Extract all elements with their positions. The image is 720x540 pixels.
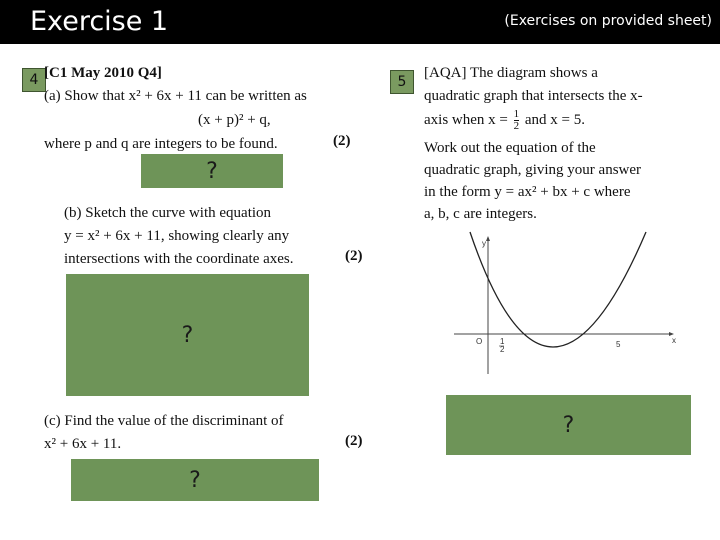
q4-part-a-line1	[44, 85, 307, 108]
question-4-badge: 4	[22, 68, 46, 92]
q4-a-label: (a)	[44, 88, 61, 104]
q5-answer-box[interactable]: ?	[446, 395, 691, 455]
q4-c-text1: Find the value of the discriminant of	[64, 413, 284, 429]
q4-c-marks: (2)	[345, 433, 363, 449]
q4-b-answer-box[interactable]: ?	[66, 274, 309, 396]
header-bar	[0, 0, 720, 44]
q5-text6: in the form y = ax² + bx + c where	[424, 184, 631, 200]
q4-a-text2: (x + p)² + q,	[198, 112, 271, 128]
q4-part-c-line1	[44, 410, 284, 433]
slide-subtitle: (Exercises on provided sheet)	[504, 13, 712, 29]
graph-x-label: x	[672, 336, 676, 345]
q5-text3-post: and x = 5.	[524, 112, 585, 128]
q5-text3	[424, 109, 585, 132]
q5-text3-pre: axis when x =	[424, 112, 508, 128]
q5-text5: quadratic graph, giving your answer	[424, 162, 642, 178]
question-5-badge: 5	[390, 70, 414, 94]
q4-b-marks: (2)	[345, 248, 363, 264]
graph-origin-label: O	[476, 337, 483, 346]
q5-text2: quadratic graph that intersects the x-	[424, 88, 643, 104]
q5-text4: Work out the equation of the	[424, 140, 596, 156]
graph-root1-den: 2	[500, 345, 505, 354]
q4-a-text3: where p and q are integers to be found.	[44, 136, 278, 152]
graph-y-label: y	[482, 239, 486, 248]
q4-b-label: (b)	[64, 205, 82, 221]
q5-fraction	[514, 109, 520, 132]
q4-b-text2: y = x² + 6x + 11, showing clearly any	[64, 228, 290, 244]
graph-root1-num: 1	[500, 337, 505, 346]
q4-c-label: (c)	[44, 413, 61, 429]
q5-frac-den: 2	[513, 120, 520, 133]
q5-frac-num: 1	[513, 108, 520, 121]
graph-root2-label: 5	[616, 340, 621, 349]
q4-source	[44, 62, 162, 85]
q4-c-text2: x² + 6x + 11.	[44, 436, 122, 452]
q4-b-text1: Sketch the curve with equation	[85, 205, 272, 221]
slide-title: Exercise 1	[30, 6, 169, 37]
q4-b-text3: intersections with the coordinate axes.	[64, 251, 294, 267]
q4-a-answer-box[interactable]: ?	[141, 154, 283, 188]
graph-parabola	[470, 232, 646, 347]
graph-y-arrow	[486, 236, 490, 241]
q4-part-b-line1	[64, 202, 271, 225]
q4-a-text1: Show that x² + 6x + 11 can be written as	[64, 88, 307, 104]
quadratic-graph	[448, 230, 684, 380]
q4-a-marks: (2)	[333, 133, 351, 149]
q5-text7: a, b, c are integers.	[424, 206, 537, 222]
q5-text1: [AQA] The diagram shows a	[424, 65, 598, 81]
q4-source-label: [C1 May 2010 Q4]	[44, 65, 162, 81]
q4-c-answer-box[interactable]: ?	[71, 459, 319, 501]
